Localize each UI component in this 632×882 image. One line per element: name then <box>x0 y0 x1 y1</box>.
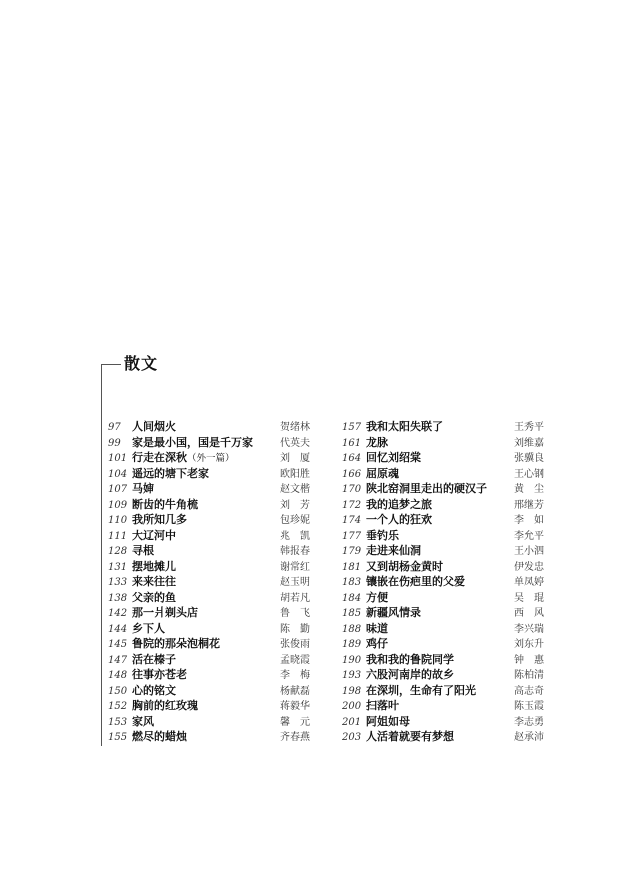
toc-author: 陈玉霞 <box>514 701 544 712</box>
toc-page-number: 170 <box>342 484 362 495</box>
toc-entry <box>108 573 316 589</box>
toc-page-number: 174 <box>342 515 362 526</box>
toc-title-text: 遥远的塘下老家 <box>132 466 209 480</box>
toc-page-number: 153 <box>108 716 128 728</box>
toc-title-text: 龙脉 <box>366 435 388 449</box>
toc-entry <box>108 480 316 496</box>
toc-author: 李允平 <box>514 530 544 542</box>
toc-author: 包珍妮 <box>280 515 310 526</box>
toc-entry <box>108 449 316 465</box>
toc-title <box>132 496 280 512</box>
toc-page-number: 203 <box>342 732 362 743</box>
toc-entry <box>108 542 316 558</box>
toc-page-number: 133 <box>108 577 128 588</box>
toc-author: 刘维嘉 <box>514 437 544 449</box>
toc-page-number: 189 <box>342 639 362 650</box>
toc-title-text: 鸡仔 <box>366 637 388 650</box>
toc-title <box>366 558 514 574</box>
toc-page-number: 193 <box>342 670 362 681</box>
toc-title <box>132 542 280 558</box>
toc-title-text: 往事亦苍老 <box>132 668 187 681</box>
toc-author: 贺绪林 <box>280 422 310 433</box>
toc-author: 刘东升 <box>514 639 544 650</box>
toc-page-number: 155 <box>108 732 128 743</box>
toc-title-text: 父亲的鱼 <box>132 590 176 604</box>
toc-entry <box>342 728 562 744</box>
toc-title <box>366 434 514 450</box>
toc-author: 钟 惠 <box>514 654 544 666</box>
toc-title-text: 我和我的鲁院同学 <box>366 652 454 666</box>
toc-author: 李 如 <box>514 515 544 526</box>
toc-title <box>366 697 514 713</box>
toc-entry <box>108 527 316 543</box>
toc-page-number: 144 <box>108 623 128 635</box>
toc-title <box>132 465 280 481</box>
toc-title <box>132 713 280 729</box>
toc-page-number: 110 <box>108 515 128 526</box>
toc-page-number: 200 <box>342 701 362 712</box>
toc-title-text: 陕北窑洞里走出的硬汉子 <box>366 482 487 495</box>
toc-title <box>366 542 514 558</box>
toc-title-text: 行走在深秋 <box>132 451 187 464</box>
toc-title-text: 在深圳，生命有了阳光 <box>366 683 476 697</box>
toc-entry <box>342 465 562 481</box>
toc-entry <box>108 697 316 713</box>
toc-page-number: 190 <box>342 654 362 666</box>
toc-title-text: 人活着就要有梦想 <box>366 730 454 743</box>
toc-entry <box>108 434 316 450</box>
toc-title <box>366 496 514 512</box>
toc-title <box>132 682 280 698</box>
toc-entry <box>108 558 316 574</box>
toc-title <box>366 728 514 744</box>
toc-entry <box>108 713 316 729</box>
toc-entry <box>342 713 562 729</box>
toc-title-text: 味道 <box>366 621 388 635</box>
toc-title-text: 断齿的牛角梳 <box>132 497 198 511</box>
toc-title <box>366 666 514 682</box>
toc-author: 李兴瑞 <box>514 623 544 635</box>
toc-page-number: 142 <box>108 608 128 619</box>
toc-entry <box>342 527 562 543</box>
toc-title-suffix: （外一篇） <box>187 453 235 464</box>
toc-title-text: 扫落叶 <box>366 699 399 712</box>
toc-page-number: 101 <box>108 453 128 464</box>
toc-author: 西 风 <box>514 608 544 619</box>
toc-entry <box>342 480 562 496</box>
toc-title <box>366 635 514 651</box>
toc-title-text: 我所知几多 <box>132 513 187 526</box>
toc-title-text: 来来往往 <box>132 575 176 588</box>
toc-author: 刘 厦 <box>280 453 310 464</box>
toc-page-number: 164 <box>342 453 362 464</box>
toc-title <box>132 511 280 527</box>
toc-author: 王心钢 <box>514 468 544 480</box>
toc-title-text: 乡下人 <box>132 621 165 635</box>
toc-author: 李 梅 <box>280 670 310 681</box>
toc-entry <box>342 511 562 527</box>
toc-author: 兆 凯 <box>280 530 310 542</box>
toc-title <box>132 573 280 589</box>
toc-entry <box>108 651 316 667</box>
section-horizontal-rule <box>101 364 121 365</box>
toc-entry <box>108 511 316 527</box>
toc-entry <box>108 620 316 636</box>
toc-page-number: 188 <box>342 623 362 635</box>
toc-title <box>132 418 280 434</box>
toc-author: 鲁 飞 <box>280 608 310 619</box>
toc-title <box>132 728 280 744</box>
toc-title <box>132 589 280 605</box>
toc-author: 王小泗 <box>514 546 544 557</box>
toc-title-text: 我的追梦之旅 <box>366 497 432 511</box>
toc-title-text: 活在榛子 <box>132 652 176 666</box>
toc-author: 杨献磊 <box>280 685 310 697</box>
toc-author: 代英夫 <box>280 437 310 449</box>
toc-author: 陈 勤 <box>280 623 310 635</box>
toc-entry <box>108 589 316 605</box>
toc-author: 赵承沛 <box>514 732 544 743</box>
toc-page-number: 198 <box>342 685 362 697</box>
toc-page-number: 183 <box>342 577 362 588</box>
toc-author: 欧阳胜 <box>280 468 310 480</box>
toc-title <box>132 666 280 682</box>
toc-author: 张俊雨 <box>280 639 310 650</box>
toc-title-text: 心的铭文 <box>132 683 176 697</box>
section-title: 散文 <box>124 354 159 373</box>
toc-entry <box>108 496 316 512</box>
toc-page-number: 201 <box>342 716 362 728</box>
toc-author: 王秀平 <box>514 422 544 433</box>
toc-entry <box>108 728 316 744</box>
toc-page-number: 99 <box>108 437 121 449</box>
toc-page-number: 177 <box>342 530 362 542</box>
toc-entry <box>342 697 562 713</box>
toc-author: 馨 元 <box>280 716 310 728</box>
toc-title-text: 人间烟火 <box>132 420 176 433</box>
toc-entry <box>342 589 562 605</box>
toc-title <box>132 480 280 496</box>
toc-page-number: 145 <box>108 639 128 650</box>
toc-author: 蒋毅华 <box>280 701 310 712</box>
toc-title <box>132 527 280 543</box>
toc-title-text: 一个人的狂欢 <box>366 513 432 526</box>
toc-title-text: 方便 <box>366 590 388 604</box>
toc-column-right <box>342 418 562 744</box>
toc-title <box>366 480 514 496</box>
toc-author: 邢继芳 <box>514 499 544 511</box>
toc-title <box>366 682 514 698</box>
toc-author: 张骥良 <box>514 453 544 464</box>
toc-page-number: 131 <box>108 561 128 573</box>
toc-author: 齐春燕 <box>280 732 310 743</box>
toc-title-text: 回忆刘绍棠 <box>366 451 421 464</box>
toc-page-number: 104 <box>108 468 128 480</box>
toc-author: 陈柏清 <box>514 670 544 681</box>
toc-author: 胡若凡 <box>280 592 310 604</box>
toc-author: 韩报春 <box>280 546 310 557</box>
toc-title-text: 家风 <box>132 714 154 728</box>
toc-entry <box>342 418 562 434</box>
toc-title-text: 屈原魂 <box>366 466 399 480</box>
toc-title <box>132 434 280 450</box>
toc-title-text: 燃尽的蜡烛 <box>132 730 187 743</box>
toc-title <box>366 418 514 434</box>
toc-entry <box>108 465 316 481</box>
toc-entry <box>342 573 562 589</box>
toc-title-text: 大辽河中 <box>132 528 176 542</box>
toc-page-number: 181 <box>342 561 362 573</box>
toc-title-text: 摆地摊儿 <box>132 559 176 573</box>
toc-title <box>132 697 280 713</box>
toc-entry <box>342 635 562 651</box>
toc-page-number: 172 <box>342 499 362 511</box>
toc-page-number: 152 <box>108 701 128 712</box>
toc-title <box>366 465 514 481</box>
toc-column-left <box>108 418 316 744</box>
toc-title <box>132 620 280 636</box>
toc-page-number: 185 <box>342 608 362 619</box>
toc-page-number: 157 <box>342 422 362 433</box>
toc-title <box>366 511 514 527</box>
toc-title <box>366 573 514 589</box>
toc-page-number: 179 <box>342 546 362 557</box>
toc-title-text: 镶嵌在伤疤里的父爱 <box>366 575 465 588</box>
toc-author: 刘 芳 <box>280 499 310 511</box>
toc-author: 赵文楷 <box>280 484 310 495</box>
toc-title <box>132 558 280 574</box>
toc-title <box>366 527 514 543</box>
toc-page-number: 109 <box>108 499 128 511</box>
toc-author: 谢常红 <box>280 561 310 573</box>
toc-title <box>132 651 280 667</box>
toc-title <box>132 449 280 465</box>
toc-entry <box>342 558 562 574</box>
toc-page-number: 97 <box>108 422 121 433</box>
toc-title <box>132 635 280 651</box>
toc-page-number: 148 <box>108 670 128 681</box>
toc-title-text: 那一爿剃头店 <box>132 606 198 619</box>
toc-author: 孟晓霞 <box>280 654 310 666</box>
toc-title-text: 马婶 <box>132 482 154 495</box>
toc-entry <box>342 449 562 465</box>
toc-page-number: 147 <box>108 654 128 666</box>
toc-entry <box>342 620 562 636</box>
toc-page-number: 161 <box>342 437 362 449</box>
toc-title <box>366 651 514 667</box>
toc-page-number: 128 <box>108 546 128 557</box>
toc-author: 赵玉明 <box>280 577 310 588</box>
toc-entry <box>108 666 316 682</box>
toc-title <box>366 589 514 605</box>
toc-title-text: 胸前的红玫瑰 <box>132 699 198 712</box>
toc-entry <box>108 604 316 620</box>
section-vertical-rule <box>101 364 102 746</box>
toc-entry <box>342 682 562 698</box>
toc-title <box>366 620 514 636</box>
toc-page-number: 166 <box>342 468 362 480</box>
toc-title-text: 垂钓乐 <box>366 528 399 542</box>
toc-title-text: 又到胡杨金黄时 <box>366 559 443 573</box>
toc-title <box>366 713 514 729</box>
toc-page-number: 150 <box>108 685 128 697</box>
toc-title-text: 家是最小国，国是千万家 <box>132 435 253 449</box>
toc-title-text: 寻根 <box>132 544 154 557</box>
toc-entry <box>342 651 562 667</box>
toc-page-number: 138 <box>108 592 128 604</box>
toc-entry <box>342 542 562 558</box>
toc-author: 李志勇 <box>514 716 544 728</box>
toc-author: 吴 琨 <box>514 592 544 604</box>
toc-page-number: 111 <box>108 530 128 542</box>
toc-page-number: 107 <box>108 484 128 495</box>
toc-author: 单凤婷 <box>514 577 544 588</box>
toc-title-text: 鲁院的那朵泡桐花 <box>132 637 220 650</box>
toc-entry <box>342 434 562 450</box>
toc-author: 高志奇 <box>514 685 544 697</box>
toc-title <box>366 604 514 620</box>
toc-entry <box>342 666 562 682</box>
toc-entry <box>108 418 316 434</box>
toc-title-text: 新疆风情录 <box>366 606 421 619</box>
toc-title-text: 六股河南岸的故乡 <box>366 668 454 681</box>
toc-author: 黄 尘 <box>514 484 544 495</box>
toc-title <box>132 604 280 620</box>
toc-page-number: 184 <box>342 592 362 604</box>
toc-entry <box>108 635 316 651</box>
toc-entry <box>108 682 316 698</box>
toc-title-text: 走进来仙洞 <box>366 544 421 557</box>
toc-title <box>366 449 514 465</box>
toc-author: 伊发忠 <box>514 561 544 573</box>
toc-title-text: 我和太阳失联了 <box>366 420 443 433</box>
toc-entry <box>342 496 562 512</box>
toc-entry <box>342 604 562 620</box>
toc-title-text: 阿姐如母 <box>366 714 410 728</box>
